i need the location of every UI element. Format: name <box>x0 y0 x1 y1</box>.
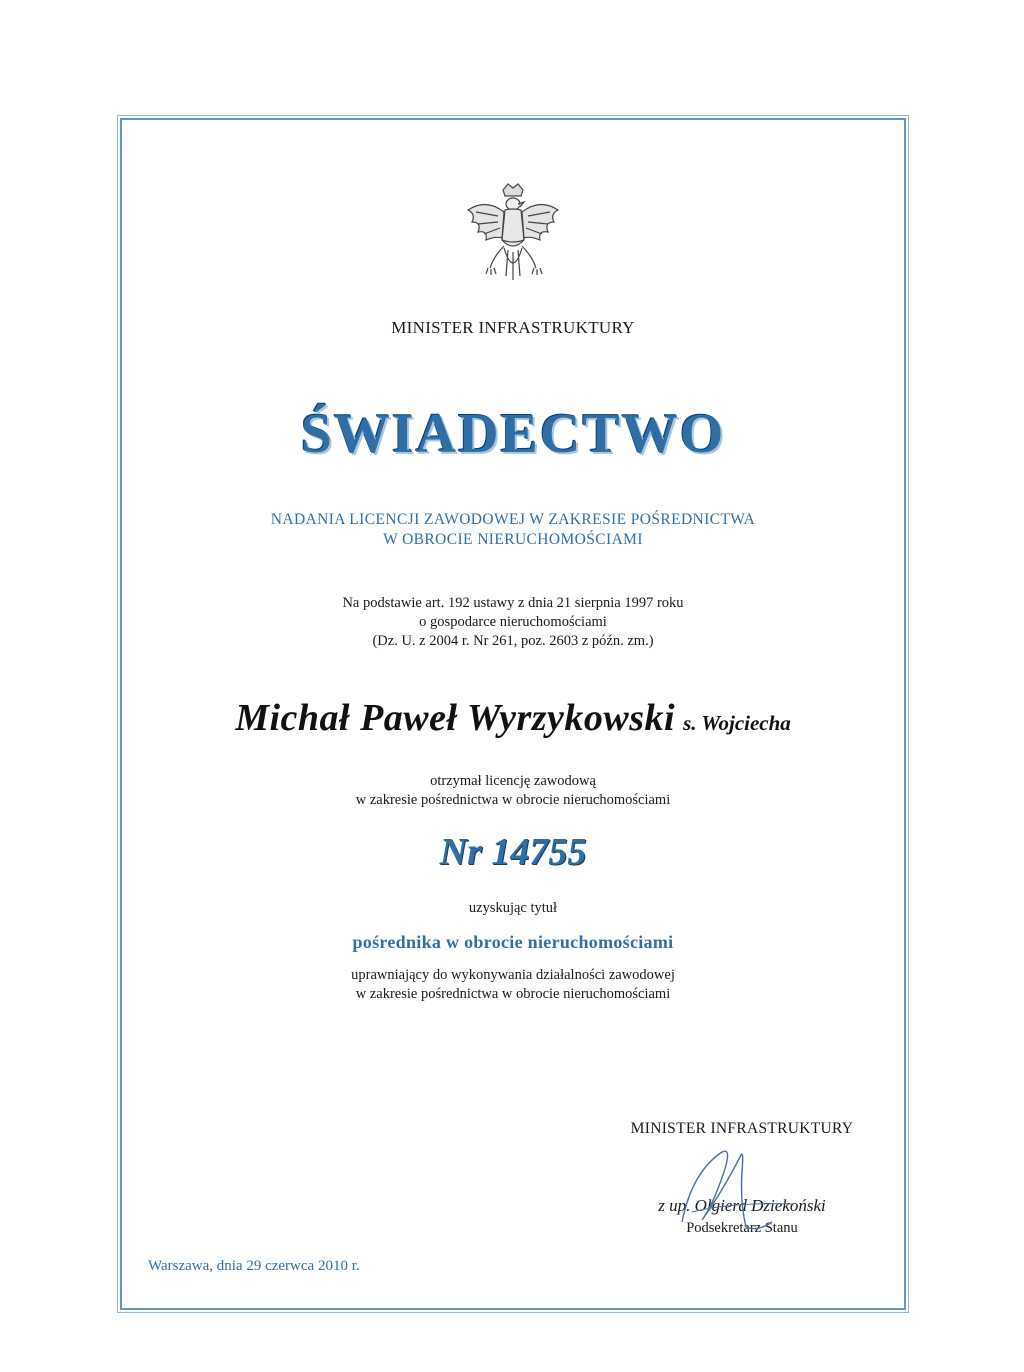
subtitle-line-1: NADANIA LICENCJI ZAWODOWEJ W ZAKRESIE POŚREDNICTWA <box>270 511 756 528</box>
certificate-title: ŚWIADECTWO <box>300 403 726 465</box>
received-line-2: w zakresie pośrednictwa w obrocie nieruchomościami <box>355 792 671 808</box>
signatory-role: Podsekretarz Stanu <box>686 1220 798 1236</box>
obtaining-label: uzyskując tytuł <box>468 900 558 916</box>
received-statement <box>122 772 904 810</box>
received-line-1: otrzymał licencję zawodową <box>430 773 596 789</box>
legal-line-1: Na podstawie art. 192 ustawy z dnia 21 sierpnia 1997 roku <box>342 595 684 611</box>
certificate-frame <box>120 118 906 1310</box>
holder-parent: s. Wojciecha <box>683 711 791 735</box>
entitling-line-2: w zakresie pośrednictwa w obrocie nieruchomościami <box>355 986 671 1002</box>
issuer-heading: MINISTER INFRASTRUKTURY <box>391 318 635 337</box>
legal-basis <box>122 594 904 651</box>
holder-name: Michał Paweł Wyrzykowski <box>235 697 676 739</box>
polish-eagle-icon <box>458 180 568 300</box>
subtitle-line-2: W OBROCIE NIERUCHOMOŚCIAMI <box>383 531 643 548</box>
handwritten-signature-icon <box>662 1132 812 1242</box>
legal-line-3: (Dz. U. z 2004 r. Nr 261, poz. 2603 z późn. zm.) <box>372 633 654 649</box>
signatory-name: z up. Olgierd Dziekoński <box>658 1196 826 1215</box>
legal-line-2: o gospodarce nieruchomościami <box>419 614 607 630</box>
certificate-subtitle <box>122 510 904 550</box>
entitling-line-1: uprawniający do wykonywania działalności zawodowej <box>351 967 675 983</box>
place-and-date: Warszawa, dnia 29 czerwca 2010 r. <box>148 1258 360 1274</box>
signature-minister: MINISTER INFRASTRUKTURY <box>630 1120 854 1137</box>
license-number: Nr 14755 <box>439 831 587 873</box>
signature-block <box>592 1120 892 1237</box>
entitling-statement <box>122 966 904 1004</box>
holder-row <box>122 696 904 740</box>
professional-title: pośrednika w obrocie nieruchomościami <box>352 932 674 952</box>
